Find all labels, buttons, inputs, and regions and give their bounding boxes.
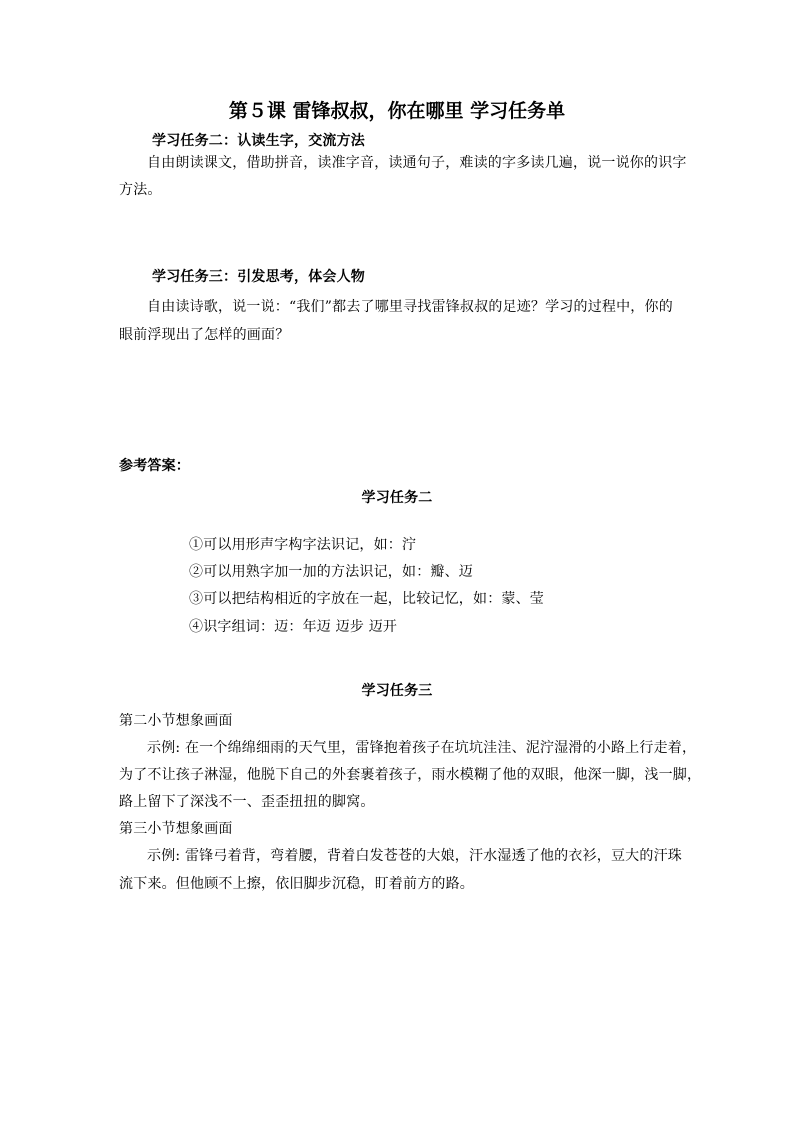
answers-task2-item-2: ②可以用熟字加一加的方法识记，如：瓣、迈 <box>189 564 473 580</box>
answers-section2-line-2: 为了不让孩子淋湿，他脱下自己的外套裹着孩子，雨水模糊了他的双眼，他深一脚，浅一脚， <box>119 767 702 783</box>
task3-line-2: 眼前浮现出了怎样的画面？ <box>119 327 290 343</box>
answers-task2-item-1: ①可以用形声字构字法识记，如：泞 <box>189 537 417 553</box>
task3-line-1: 自由读诗歌，说一说：“我们”都去了哪里寻找雷锋叔叔的足迹？学习的过程中，你的 <box>147 299 673 315</box>
task2-line-1: 自由朗读课文，借助拼音，读准字音，读通句子，难读的字多读几遍，说一说你的识字 <box>147 155 687 171</box>
answers-task3-heading: 学习任务三 <box>361 683 433 699</box>
answers-label: 参考答案： <box>119 458 190 474</box>
answers-section3-line-2: 流下来。但他顾不上擦，依旧脚步沉稳，盯着前方的路。 <box>119 876 474 892</box>
answers-section3-line-1: 示例: 雷锋弓着背，弯着腰，背着白发苍苍的大娘，汗水湿透了他的衣衫，豆大的汗珠 <box>147 848 682 864</box>
task2-line-2: 方法。 <box>119 182 162 198</box>
answers-task2-item-3: ③可以把结构相近的字放在一起，比较记忆，如：蒙、莹 <box>189 591 544 607</box>
task3-heading: 学习任务三：引发思考，体会人物 <box>152 269 365 285</box>
answers-section2-line-3: 路上留下了深浅不一、歪歪扭扭的脚窝。 <box>119 794 375 810</box>
answers-task2-item-4: ④识字组词：迈：年迈 迈步 迈开 <box>189 619 398 635</box>
task2-heading: 学习任务二：认读生字，交流方法 <box>152 133 365 149</box>
document-title: 第５课 雷锋叔叔，你在哪里 学习任务单 <box>228 100 566 122</box>
answers-section3-label: 第三小节想象画面 <box>119 821 233 837</box>
answers-task2-heading: 学习任务二 <box>361 490 433 506</box>
answers-section2-label: 第二小节想象画面 <box>119 713 233 729</box>
answers-section2-line-1: 示例: 在一个绵绵细雨的天气里，雷锋抱着孩子在坑坑洼洼、泥泞湿滑的小路上行走着， <box>147 740 697 756</box>
